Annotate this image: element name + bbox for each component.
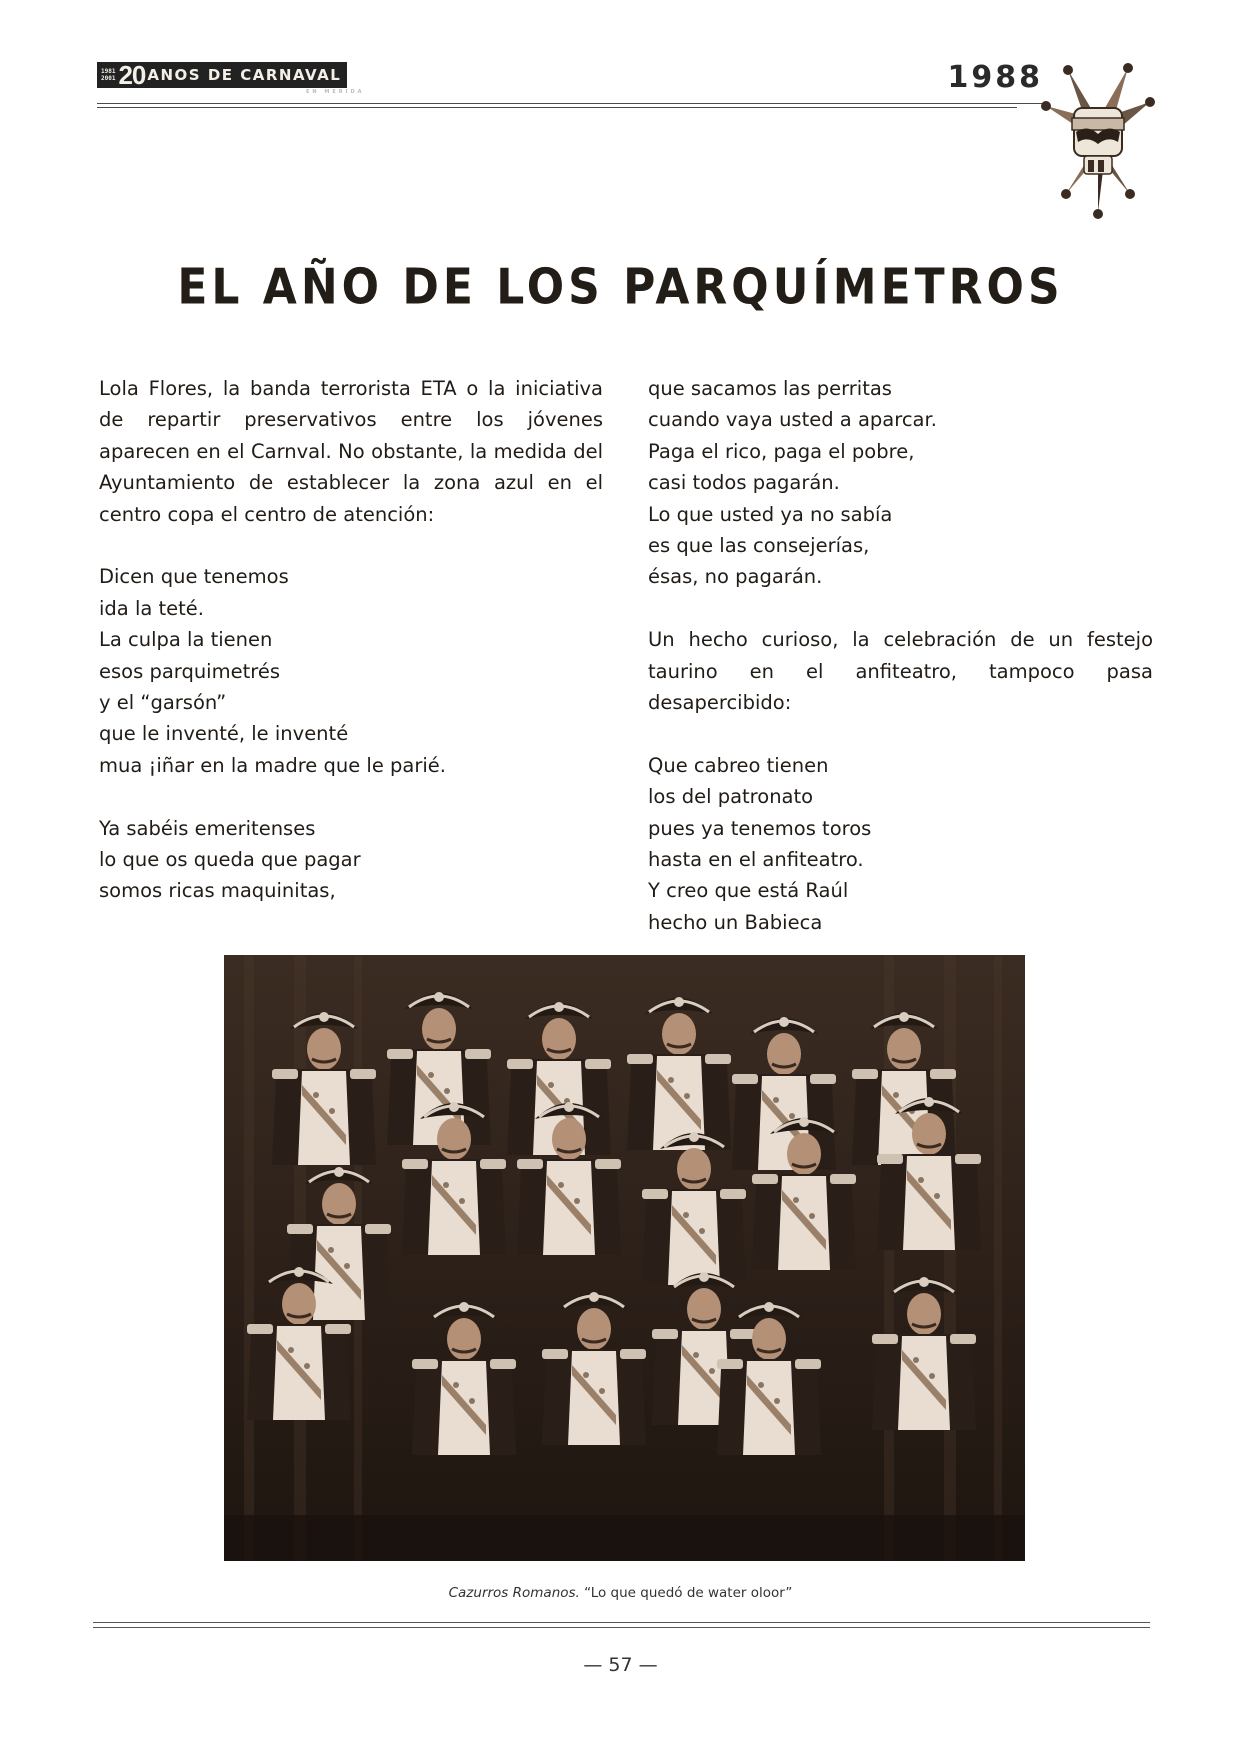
verse-line: Ya sabéis emeritenses	[99, 816, 316, 840]
bullfight-paragraph: Un hecho curioso, la celebración de un festejo taurino en el anfiteatro, tampoco pasa desapercibido:	[648, 628, 1153, 715]
jester-mask-icon	[1038, 62, 1158, 222]
verse-line: pues ya tenemos toros	[648, 816, 872, 840]
verse-line: Y creo que está Raúl	[648, 879, 849, 903]
verse-3	[648, 750, 1153, 938]
caption-group: Cazurros Romanos.	[448, 1585, 580, 1601]
caption-title: “Lo que quedó de water oloor”	[584, 1585, 793, 1601]
verse-1	[99, 561, 603, 781]
verse-2	[99, 813, 603, 907]
group-photo-illustration	[224, 955, 1025, 1561]
intro-paragraph: Lola Flores, la banda terrorista ETA o la iniciativa de repartir preservativos entre los jóvenes aparecen en el Carnval. No obstante, la medida del Ayuntamiento de establecer la zona azul en el centro copa el centro de atención:	[99, 377, 603, 526]
left-column	[99, 373, 603, 907]
verse-line: mua ¡iñar en la madre que le parié.	[99, 753, 446, 777]
verse-2-continued	[648, 373, 1153, 593]
footer-rule	[93, 1622, 1150, 1623]
header-rule	[97, 103, 1042, 104]
photo-caption	[0, 1585, 1241, 1601]
right-column	[648, 373, 1153, 938]
badge-number: 20	[118, 60, 146, 90]
verse-line: somos ricas maquinitas,	[99, 879, 336, 903]
verse-line: ésas, no pagarán.	[648, 565, 823, 589]
verse-line: Lo que usted ya no sabía	[648, 502, 893, 526]
verse-line: Dicen que tenemos	[99, 565, 289, 589]
footer-rule-2	[93, 1627, 1150, 1628]
verse-line: y el “garsón”	[99, 691, 227, 715]
verse-line: Que cabreo tienen	[648, 753, 829, 777]
header-badge	[97, 62, 347, 88]
verse-line: casi todos pagarán.	[648, 471, 840, 495]
badge-year-end: 2001	[101, 75, 116, 82]
verse-line: La culpa la tienen	[99, 628, 273, 652]
verse-line: que le inventé, le inventé	[99, 722, 349, 746]
verse-line: lo que os queda que pagar	[99, 848, 361, 872]
badge-subtext: EN MERIDA	[306, 89, 365, 95]
group-photo	[224, 955, 1025, 1561]
badge-year-start: 1981	[101, 68, 116, 75]
page-title: EL AÑO DE LOS PARQUÍMETROS	[177, 258, 1064, 317]
verse-line: los del patronato	[648, 785, 814, 809]
verse-line: Paga el rico, paga el pobre,	[648, 439, 915, 463]
verse-line: es que las consejerías,	[648, 534, 870, 558]
verse-line: que sacamos las perritas	[648, 377, 892, 400]
verse-line: cuando vaya usted a aparcar.	[648, 408, 937, 432]
verse-line: esos parquimetrés	[99, 659, 280, 683]
badge-text: ANOS DE CARNAVAL	[147, 66, 342, 84]
verse-line: ida la teté.	[99, 596, 204, 620]
page-number: — 57 —	[583, 1654, 658, 1676]
verse-line: hecho un Babieca	[648, 910, 823, 934]
badge-years	[101, 68, 115, 82]
header-rule-2	[97, 107, 1017, 108]
verse-line: hasta en el anfiteatro.	[648, 848, 864, 872]
header-year: 1988	[947, 60, 1043, 95]
